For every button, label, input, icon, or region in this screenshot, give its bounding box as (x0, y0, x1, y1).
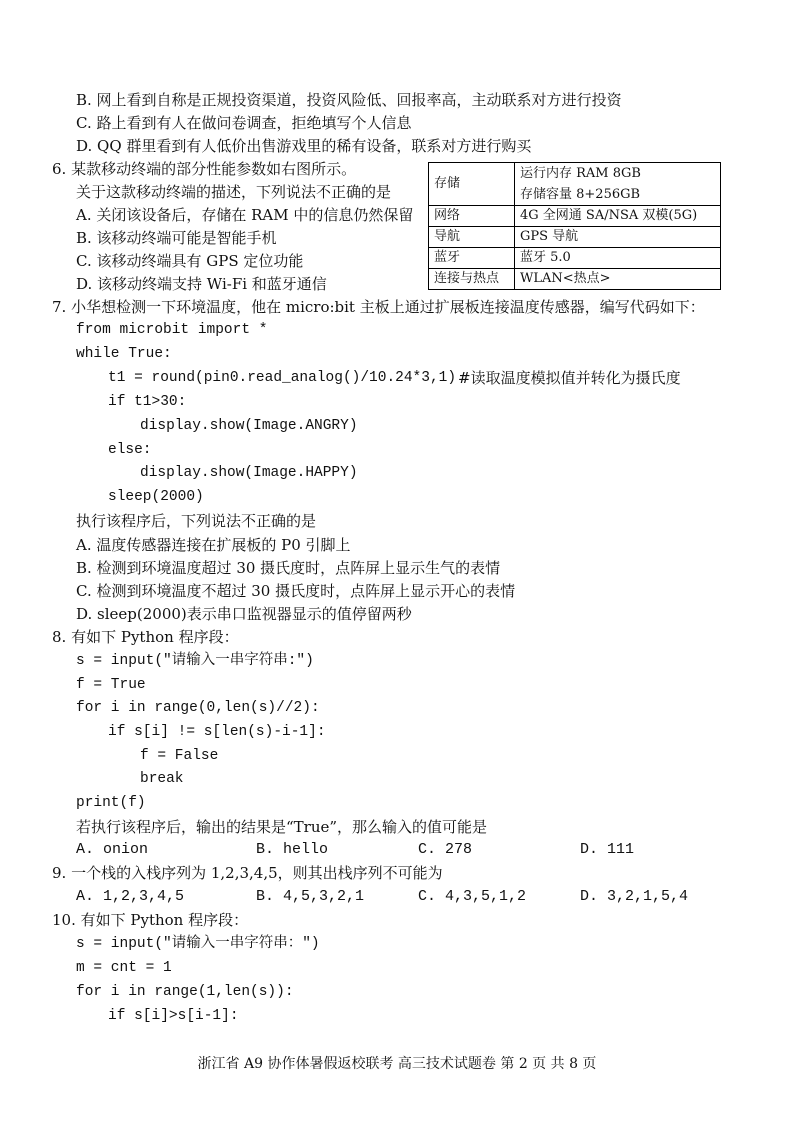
q8-code-line: for i in range(0,len(s)//2): (76, 700, 320, 716)
q7-stem: 7. 小华想检测一下环境温度，他在 micro:bit 主板上通过扩展板连接温度传感器，编写代码如下： (52, 298, 705, 316)
q10-code-line: for i in range(1,len(s)): (76, 984, 294, 1000)
q9-stem: 9. 一个栈的入栈序列为 1,2,3,4,5，则其出栈序列不可能为 (52, 864, 443, 882)
q6-stem: 6. 某款移动终端的部分性能参数如右图所示。 (52, 160, 357, 178)
q9-option-b: B. 4,5,3,2,1 (256, 888, 365, 905)
spec-ram: 运行内存 RAM 8GB (520, 166, 641, 181)
spec-storage: 存储容量 8+256GB (520, 187, 641, 202)
q7-option-c: C. 检测到环境温度不超过 30 摄氏度时，点阵屏上显示开心的表情 (76, 582, 516, 600)
q8-option-d: D. 111 (580, 841, 635, 858)
q7-code-line: else: (108, 442, 152, 458)
spec-value: GPS 导航 (515, 227, 721, 248)
q6-option-b: B. 该移动终端可能是智能手机 (76, 229, 277, 247)
spec-row-navigation (429, 227, 721, 248)
q7-code-comment: #读取温度模拟值并转化为摄氏度 (458, 369, 681, 387)
spec-table (428, 162, 721, 290)
spec-key: 存储 (429, 163, 515, 206)
q10-code-line: m = cnt = 1 (76, 960, 172, 976)
q5-option-b: B. 网上看到自称是正规投资渠道，投资风险低、回报率高，主动联系对方进行投资 (76, 91, 622, 109)
q7-ask: 执行该程序后，下列说法不正确的是 (76, 512, 317, 530)
q6-option-a: A. 关闭该设备后，存储在 RAM 中的信息仍然保留 (76, 206, 414, 224)
q7-code-line: if t1>30: (108, 394, 187, 410)
q6-option-c: C. 该移动终端具有 GPS 定位功能 (76, 252, 304, 270)
q8-option-c: C. 278 (418, 841, 473, 858)
q8-stem: 8. 有如下 Python 程序段： (52, 628, 239, 646)
q8-option-b: B. hello (256, 841, 329, 858)
spec-value: 4G 全网通 SA/NSA 双模(5G) (515, 206, 721, 227)
q7-code-line: sleep(2000) (108, 489, 204, 505)
q8-code-line: s = input("请输入一串字符串:") (76, 653, 314, 669)
q10-code-line: if s[i]>s[i-1]: (108, 1008, 239, 1024)
spec-value (515, 163, 721, 206)
q8-code-line: break (140, 771, 184, 787)
q9-option-a: A. 1,2,3,4,5 (76, 888, 185, 905)
spec-value: WLAN<热点> (515, 269, 721, 290)
q9-option-c: C. 4,3,5,1,2 (418, 888, 527, 905)
q8-code-line: print(f) (76, 795, 146, 811)
spec-key: 连接与热点 (429, 269, 515, 290)
page-footer: 浙江省 A9 协作体暑假返校联考 高三技术试题卷 第 2 页 共 8 页 (197, 1056, 597, 1072)
q7-code-line: while True: (76, 346, 172, 362)
q7-option-d: D. sleep(2000)表示串口监视器显示的值停留两秒 (76, 605, 412, 623)
q7-option-a: A. 温度传感器连接在扩展板的 P0 引脚上 (76, 536, 351, 554)
q10-stem: 10. 有如下 Python 程序段： (52, 911, 249, 929)
q6-ask: 关于这款移动终端的描述，下列说法不正确的是 (76, 183, 392, 201)
q5-option-c: C. 路上看到有人在做问卷调查，拒绝填写个人信息 (76, 114, 412, 132)
q7-code-line: t1 = round(pin0.read_analog()/10.24*3,1) (108, 370, 457, 386)
q5-option-d: D. QQ 群里看到有人低价出售游戏里的稀有设备，联系对方进行购买 (76, 137, 532, 155)
spec-row-network (429, 206, 721, 227)
q8-ask: 若执行该程序后，输出的结果是“True”，那么输入的值可能是 (76, 818, 488, 836)
spec-key: 导航 (429, 227, 515, 248)
spec-key: 网络 (429, 206, 515, 227)
spec-row-bluetooth (429, 248, 721, 269)
q8-code-line: if s[i] != s[len(s)-i-1]: (108, 724, 326, 740)
q7-code-line: display.show(Image.HAPPY) (140, 465, 358, 481)
q8-option-a: A. onion (76, 841, 149, 858)
spec-row-storage (429, 163, 721, 206)
q8-code-line: f = False (140, 748, 219, 764)
spec-row-hotspot (429, 269, 721, 290)
q7-option-b: B. 检测到环境温度超过 30 摄氏度时，点阵屏上显示生气的表情 (76, 559, 501, 577)
spec-value: 蓝牙 5.0 (515, 248, 721, 269)
q6-option-d: D. 该移动终端支持 Wi-Fi 和蓝牙通信 (76, 275, 327, 293)
q10-code-line: s = input("请输入一串字符串：") (76, 936, 320, 952)
spec-key: 蓝牙 (429, 248, 515, 269)
q9-option-d: D. 3,2,1,5,4 (580, 888, 689, 905)
q8-code-line: f = True (76, 677, 146, 693)
q7-code-line: display.show(Image.ANGRY) (140, 418, 358, 434)
q7-code-line: from microbit import * (76, 322, 268, 338)
